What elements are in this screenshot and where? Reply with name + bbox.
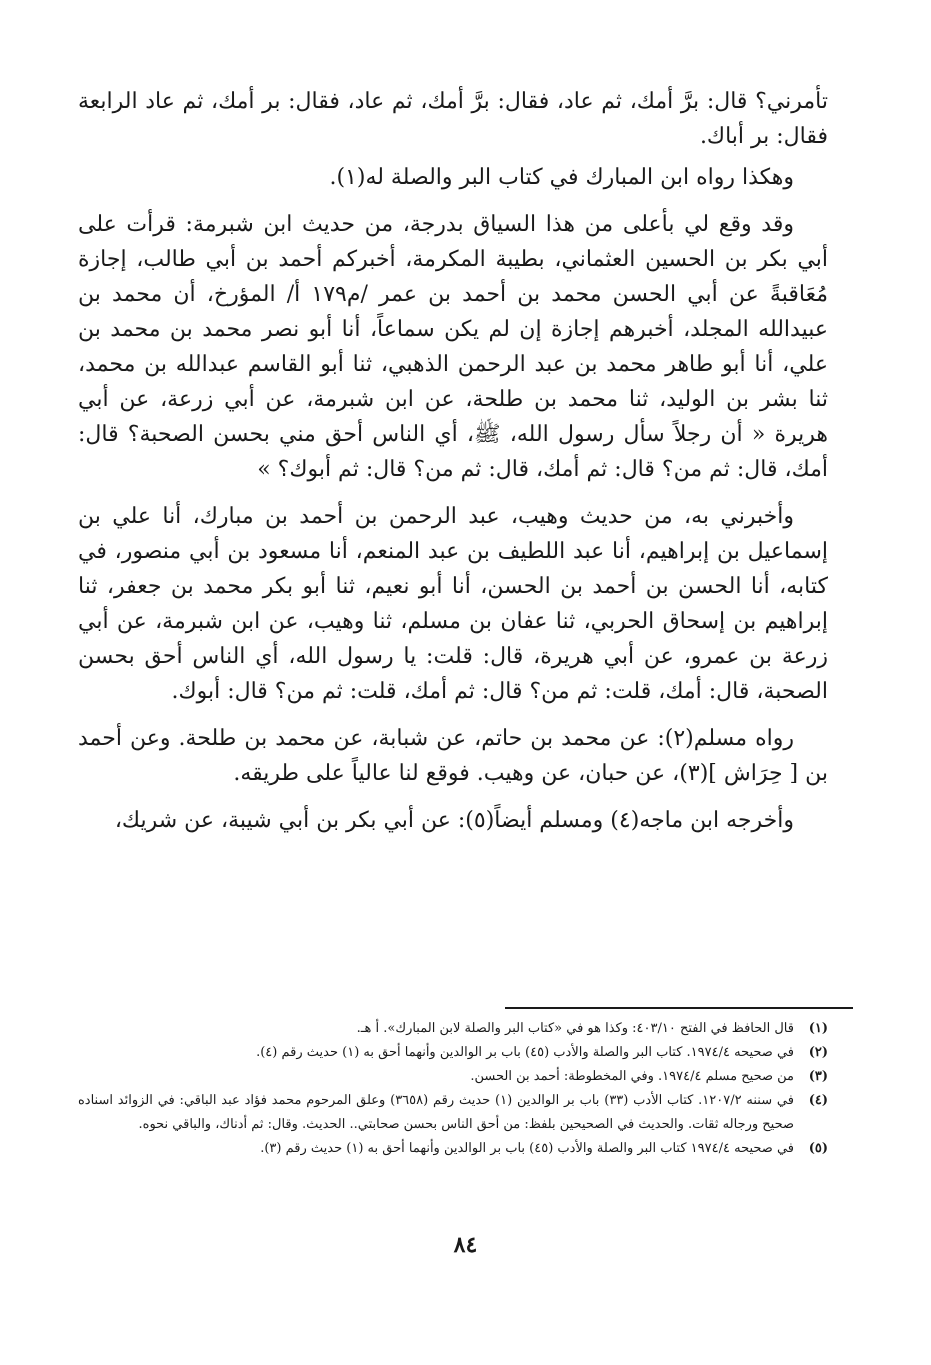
paragraph-1: تأمرني؟ قال: برَّ أمك، ثم عاد، فقال: برَّ أمك، ثم عاد، فقال: بر أمك، ثم عاد الرابعة فقال: بر أباك. <box>78 89 828 149</box>
footnote-text: قال الحافظ في الفتح ٤٠٣/١٠: وكذا هو في «كتاب البر والصلة لابن المبارك». أ هـ. <box>356 1021 794 1036</box>
footnote-item <box>78 1017 828 1041</box>
footnotes <box>78 1017 828 1161</box>
paragraph-6: وأخرجه ابن ماجه(٤) ومسلم أيضاً(٥): عن أبي بكر بن أبي شيبة، عن شريك، <box>114 808 794 833</box>
paragraph-3: وقد وقع لي بأعلى من هذا السياق بدرجة، من حديث ابن شبرمة: قرأت على أبي بكر بن الحسين العثماني، بطيبة المكرمة، أخبركم أحمد بن أبي طالب، إجازة مُعَاقبةً عن أبي الحسن محمد بن أحمد بن عمر /م١٧٩ أ/ المؤرخ، أن محمد بن عبيدالله المجلد، أخبرهم إجازة إن لم يكن سماعاً، أنا أبو نصر محمد بن محمد بن علي، أنا أبو طاهر محمد بن عبد الرحمن الذهبي، ثنا أبو القاسم عبدالله بن محمد، ثنا بشر بن الوليد، ثنا محمد بن طلحة، عن ابن شبرمة، عن أبي زرعة، عن أبي هريرة « أن رجلاً سأل رسول الله، ﷺ، أي الناس أحق مني بحسن الصحبة؟ قال: أمك، قال: ثم من؟ قال: ثم أمك، قال: ثم من؟ قال: ثم أبوك؟ » <box>78 212 828 482</box>
footnote-item <box>78 1089 828 1137</box>
footnote-item <box>78 1137 828 1161</box>
footnote-number: (٢) <box>808 1045 828 1060</box>
main-text <box>78 84 828 850</box>
footnote-number: (١) <box>808 1021 828 1036</box>
page-number: ٨٤ <box>453 1232 478 1258</box>
footnote-item <box>78 1065 828 1089</box>
footnote-text: في صحيحه ١٩٧٤/٤. كتاب البر والصلة والأدب (٤٥) باب بر الوالدين وأنهما أحق به (١) حديث رقم (٤). <box>256 1045 794 1060</box>
paragraph-4: وأخبرني به، من حديث وهيب، عبد الرحمن بن أحمد بن مبارك، أنا علي بن إسماعيل بن إبراهيم، أنا عبد اللطيف بن عبد المنعم، أنا مسعود بن أبي منصور، في كتابه، أنا الحسن بن أحمد بن الحسن، أنا أبو نعيم، ثنا أبو بكر محمد بن جعفر، ثنا إبراهيم بن إسحاق الحربي، ثنا عفان بن مسلم، ثنا وهيب، عن ابن شبرمة، عن أبي زرعة بن عمرو، عن أبي هريرة، قال: قلت: يا رسول الله، أي الناس أحق بحسن الصحبة، قال: أمك، قلت: ثم من؟ قال: ثم أمك، قلت: ثم من؟ قال: أبوك. <box>78 504 828 704</box>
footnote-number: (٤) <box>808 1093 828 1108</box>
paragraph-5: رواه مسلم(٢): عن محمد بن حاتم، عن شبابة، عن محمد بن طلحة. وعن أحمد بن [ حِرَاش ](٣)، عن حبان، عن وهيب. فوقع لنا عالياً على طريقه. <box>78 726 828 786</box>
footnote-item <box>78 1041 828 1065</box>
footnote-number: (٥) <box>808 1141 828 1156</box>
footnote-text: في سننه ١٢٠٧/٢. كتاب الأدب (٣٣) باب بر الوالدين (١) حديث رقم (٣٦٥٨) وعلق المرحوم محمد فؤاد عبد الباقي: في الزوائد اسناده صحيح ورجاله ثقات. والحديث في الصحيحين بلفظ: من أحق الناس بحسن صحابتي.. الحديث. وقال: ثم أدناك، والباقي نحوه. <box>78 1093 794 1132</box>
footnote-number: (٣) <box>808 1069 828 1084</box>
footnote-text: من صحيح مسلم ١٩٧٤/٤. وفي المخطوطة: أحمد بن الحسن. <box>470 1069 794 1084</box>
paragraph-2: وهكذا رواه ابن المبارك في كتاب البر والصلة له(١). <box>329 165 794 190</box>
footnote-divider <box>505 1007 853 1009</box>
footnote-text: في صحيحه ١٩٧٤/٤ كتاب البر والصلة والأدب (٤٥) باب بر الوالدين وأنهما أحق به (١) حديث رقم (٣). <box>260 1141 794 1156</box>
